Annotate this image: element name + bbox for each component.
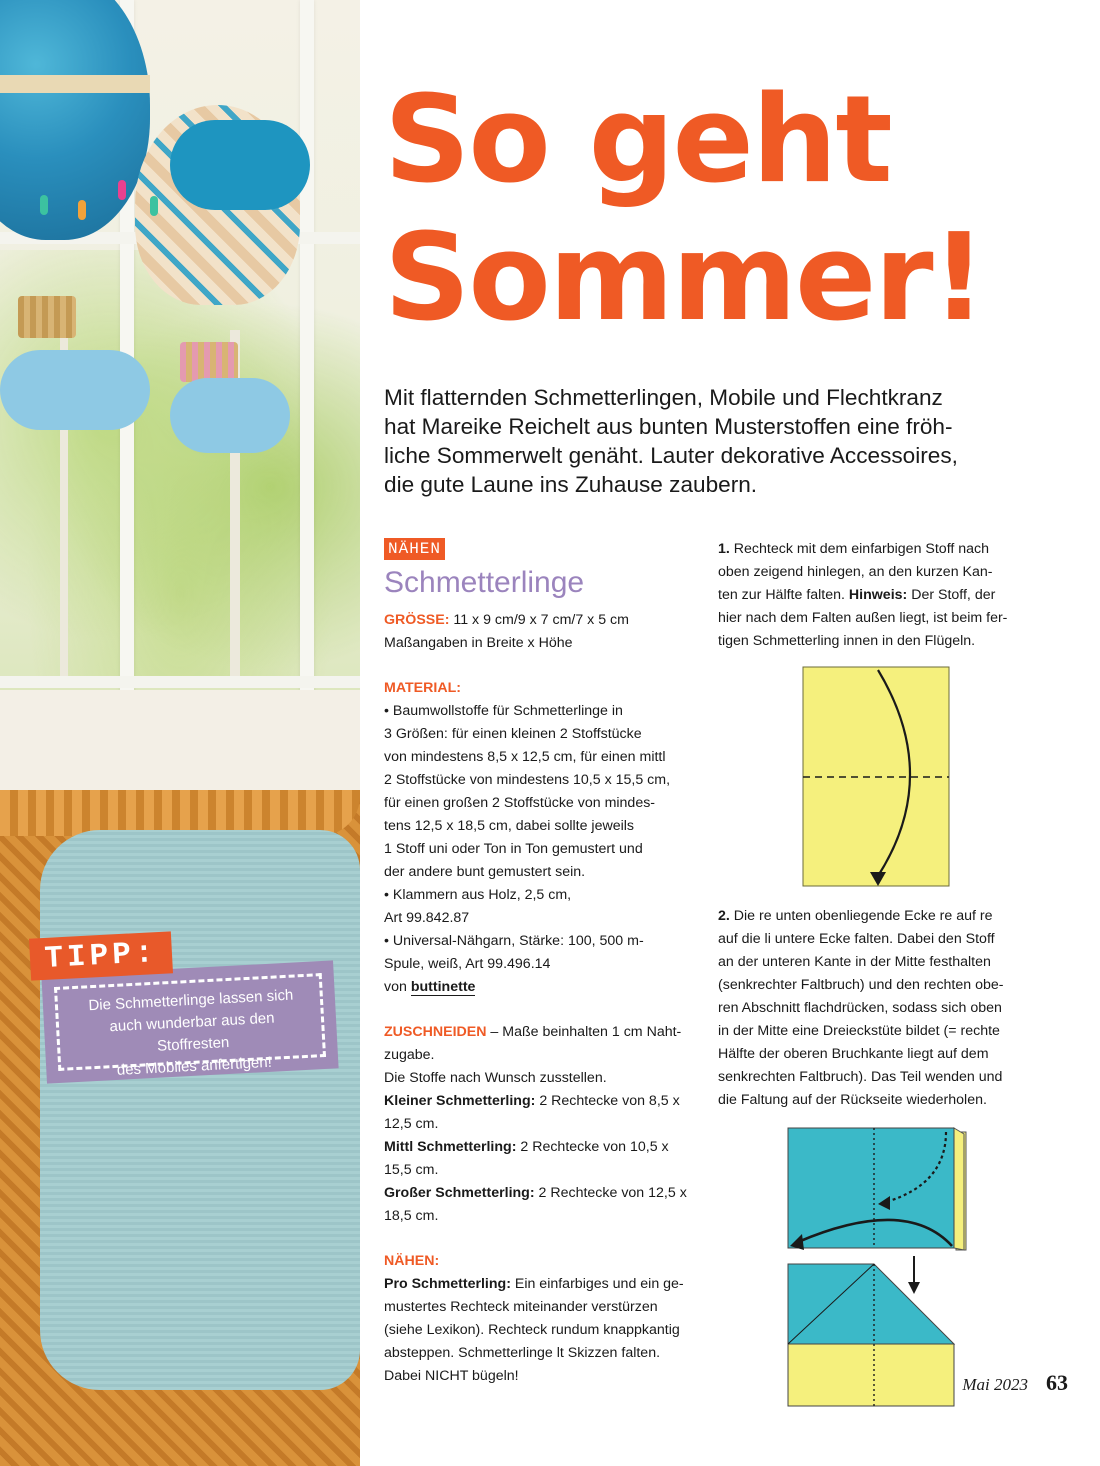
step-1 [718, 538, 1034, 653]
instructions-column-left [384, 538, 704, 1388]
material-label-text: MATERIAL: [384, 680, 461, 696]
cutting-large [384, 1182, 704, 1228]
balloon-basket [180, 342, 238, 382]
fabric-cloud [170, 378, 290, 453]
sewing-label [384, 1250, 704, 1273]
page-number: 63 [1046, 1370, 1068, 1395]
material-label [384, 677, 704, 700]
cutting-medium-label: Mittl Schmetterling: [384, 1139, 517, 1155]
step-1-number: 1. [718, 541, 730, 557]
brand-name: buttinette [410, 979, 476, 995]
fabric-triangle-fold [788, 1264, 954, 1344]
cutting-line: Die Stoffe nach Wunsch zusstellen. [384, 1070, 607, 1086]
section-title: Schmetterlinge [384, 566, 585, 599]
photo-window-sill [0, 676, 360, 688]
tipp-box [41, 960, 338, 1083]
page-title: So geht Sommer! [384, 71, 985, 348]
folding-diagram-1 [802, 666, 952, 891]
balloon-cloud [170, 120, 310, 210]
step-1-hint: Der Stoff, der hier nach dem Falten außen liegt, ist beim fer- tigen Schmetterling innen in den Flügeln. [718, 587, 1008, 649]
tassel [40, 195, 48, 215]
step-2-text [718, 905, 1034, 1112]
cutting-intro-text: – Maße beinhalten 1 cm Naht- zugabe. [384, 1024, 682, 1063]
section-tag: NÄHEN [384, 538, 445, 560]
cutting-label: ZUSCHNEIDEN [384, 1024, 487, 1040]
cushion [40, 830, 360, 1390]
step-1-text [718, 538, 1034, 653]
cutting-medium-value: 2 Rechtecke von 10,5 x 15,5 cm. [384, 1139, 669, 1178]
material-item: • Klammern aus Holz, 2,5 cm, Art 99.842.87 [384, 887, 572, 926]
material-item: • Universal-Nähgarn, Stärke: 100, 500 m- Spule, weiß, Art 99.496.14 [384, 933, 644, 972]
step-1-body: Rechteck mit dem einfarbigen Stoff nach oben zeigend hinlegen, an den kurzen Kan- ten zur Hälfte falten. [718, 541, 993, 603]
sewing-instructions [384, 1273, 704, 1388]
step-2 [718, 905, 1034, 1112]
size-label: GRÖSSE: [384, 612, 450, 628]
size-info [384, 609, 704, 655]
step-2-number: 2. [718, 908, 730, 924]
fabric-bottom-band [788, 1344, 954, 1406]
cutting-small-value: 2 Rechtecke von 8,5 x 12,5 cm. [384, 1093, 680, 1132]
cutting-large-value: 2 Rechtecke von 12,5 x 18,5 cm. [384, 1185, 687, 1224]
material-source-prefix: von [384, 979, 411, 995]
cutting-small [384, 1090, 704, 1136]
cutting-small-label: Kleiner Schmetterling: [384, 1093, 536, 1109]
sewing-pro-text: Ein einfarbiges und ein ge- mustertes Rechteck miteinander verstürzen (siehe Lexikon). Rechteck rundum knappkantig absteppen. Schmetterlinge lt Skizzen falten. Dabei NICHT bügeln! [384, 1276, 684, 1384]
balloon-basket [18, 296, 76, 338]
arrow-head [908, 1282, 920, 1294]
tipp-label: TIPP: [29, 931, 173, 980]
hero-photo [0, 0, 360, 1466]
tassel [78, 200, 86, 220]
fabric-cloud [0, 350, 150, 430]
photo-window-frame [300, 0, 314, 720]
folding-diagram-2 [786, 1124, 971, 1409]
intro-text: Mit flatternden Schmetterlingen, Mobile und Flechtkranz hat Mareike Reichelt aus bunten Musterstoffen eine fröh- liche Sommerwelt genäht. Lauter dekorative Accessoires, die gute Laune ins Zuhause zaubern. [384, 385, 958, 497]
sewing-pro-label: Pro Schmetterling: [384, 1276, 511, 1292]
cutting-large-label: Großer Schmetterling: [384, 1185, 535, 1201]
issue-date: Mai 2023 [962, 1375, 1028, 1394]
sewing-label-text: NÄHEN: [384, 1253, 440, 1269]
cutting-medium [384, 1136, 704, 1182]
size-note: Maßangaben in Breite x Höhe [384, 635, 573, 651]
material-source [384, 976, 704, 999]
tassel [118, 180, 126, 200]
material-item: • Baumwollstoffe für Schmetterlinge in 3 Größen: für einen kleinen 2 Stoffstücke von mindestens 8,5 x 12,5 cm, für einen mittl 2 Stoffstücke von mindestens 10,5 x 15,5 cm, für einen großen 2 Stoffstücke von mindes- tens 12,5 x 18,5 cm, dabei sollte jeweils 1 Stoff uni oder Ton in Ton gemustert und der andere bunt gemustert sein. [384, 703, 671, 880]
step-2-body: Die re unten obenliegende Ecke re auf re auf die li untere Ecke falten. Dabei den Stoff an der unteren Kante in der Mitte festhalten (senkrechter Faltbruch) und den rechten obe- ren Abschnitt flachdrücken, sodass sich oben in der Mitte eine Dreieckstüte bildet (= rechte Hälfte der oberen Bruchkante liegt auf dem senkrechten Faltbruch). Das Teil wenden und die Faltung auf der Rückseite wiederholen. [718, 908, 1004, 1108]
tipp-text: Die Schmetterlinge lassen sich auch wunderbar aus den Stoffresten des Mobiles anfertigen! [88, 986, 294, 1079]
fabric-back-layer [954, 1128, 964, 1250]
size-value: 11 x 9 cm/9 x 7 cm/7 x 5 cm [449, 612, 629, 628]
step-1-hint-label: Hinweis: [848, 587, 908, 603]
cutting-intro [384, 1021, 704, 1067]
tassel [150, 196, 158, 216]
page-footer [962, 1370, 1068, 1396]
